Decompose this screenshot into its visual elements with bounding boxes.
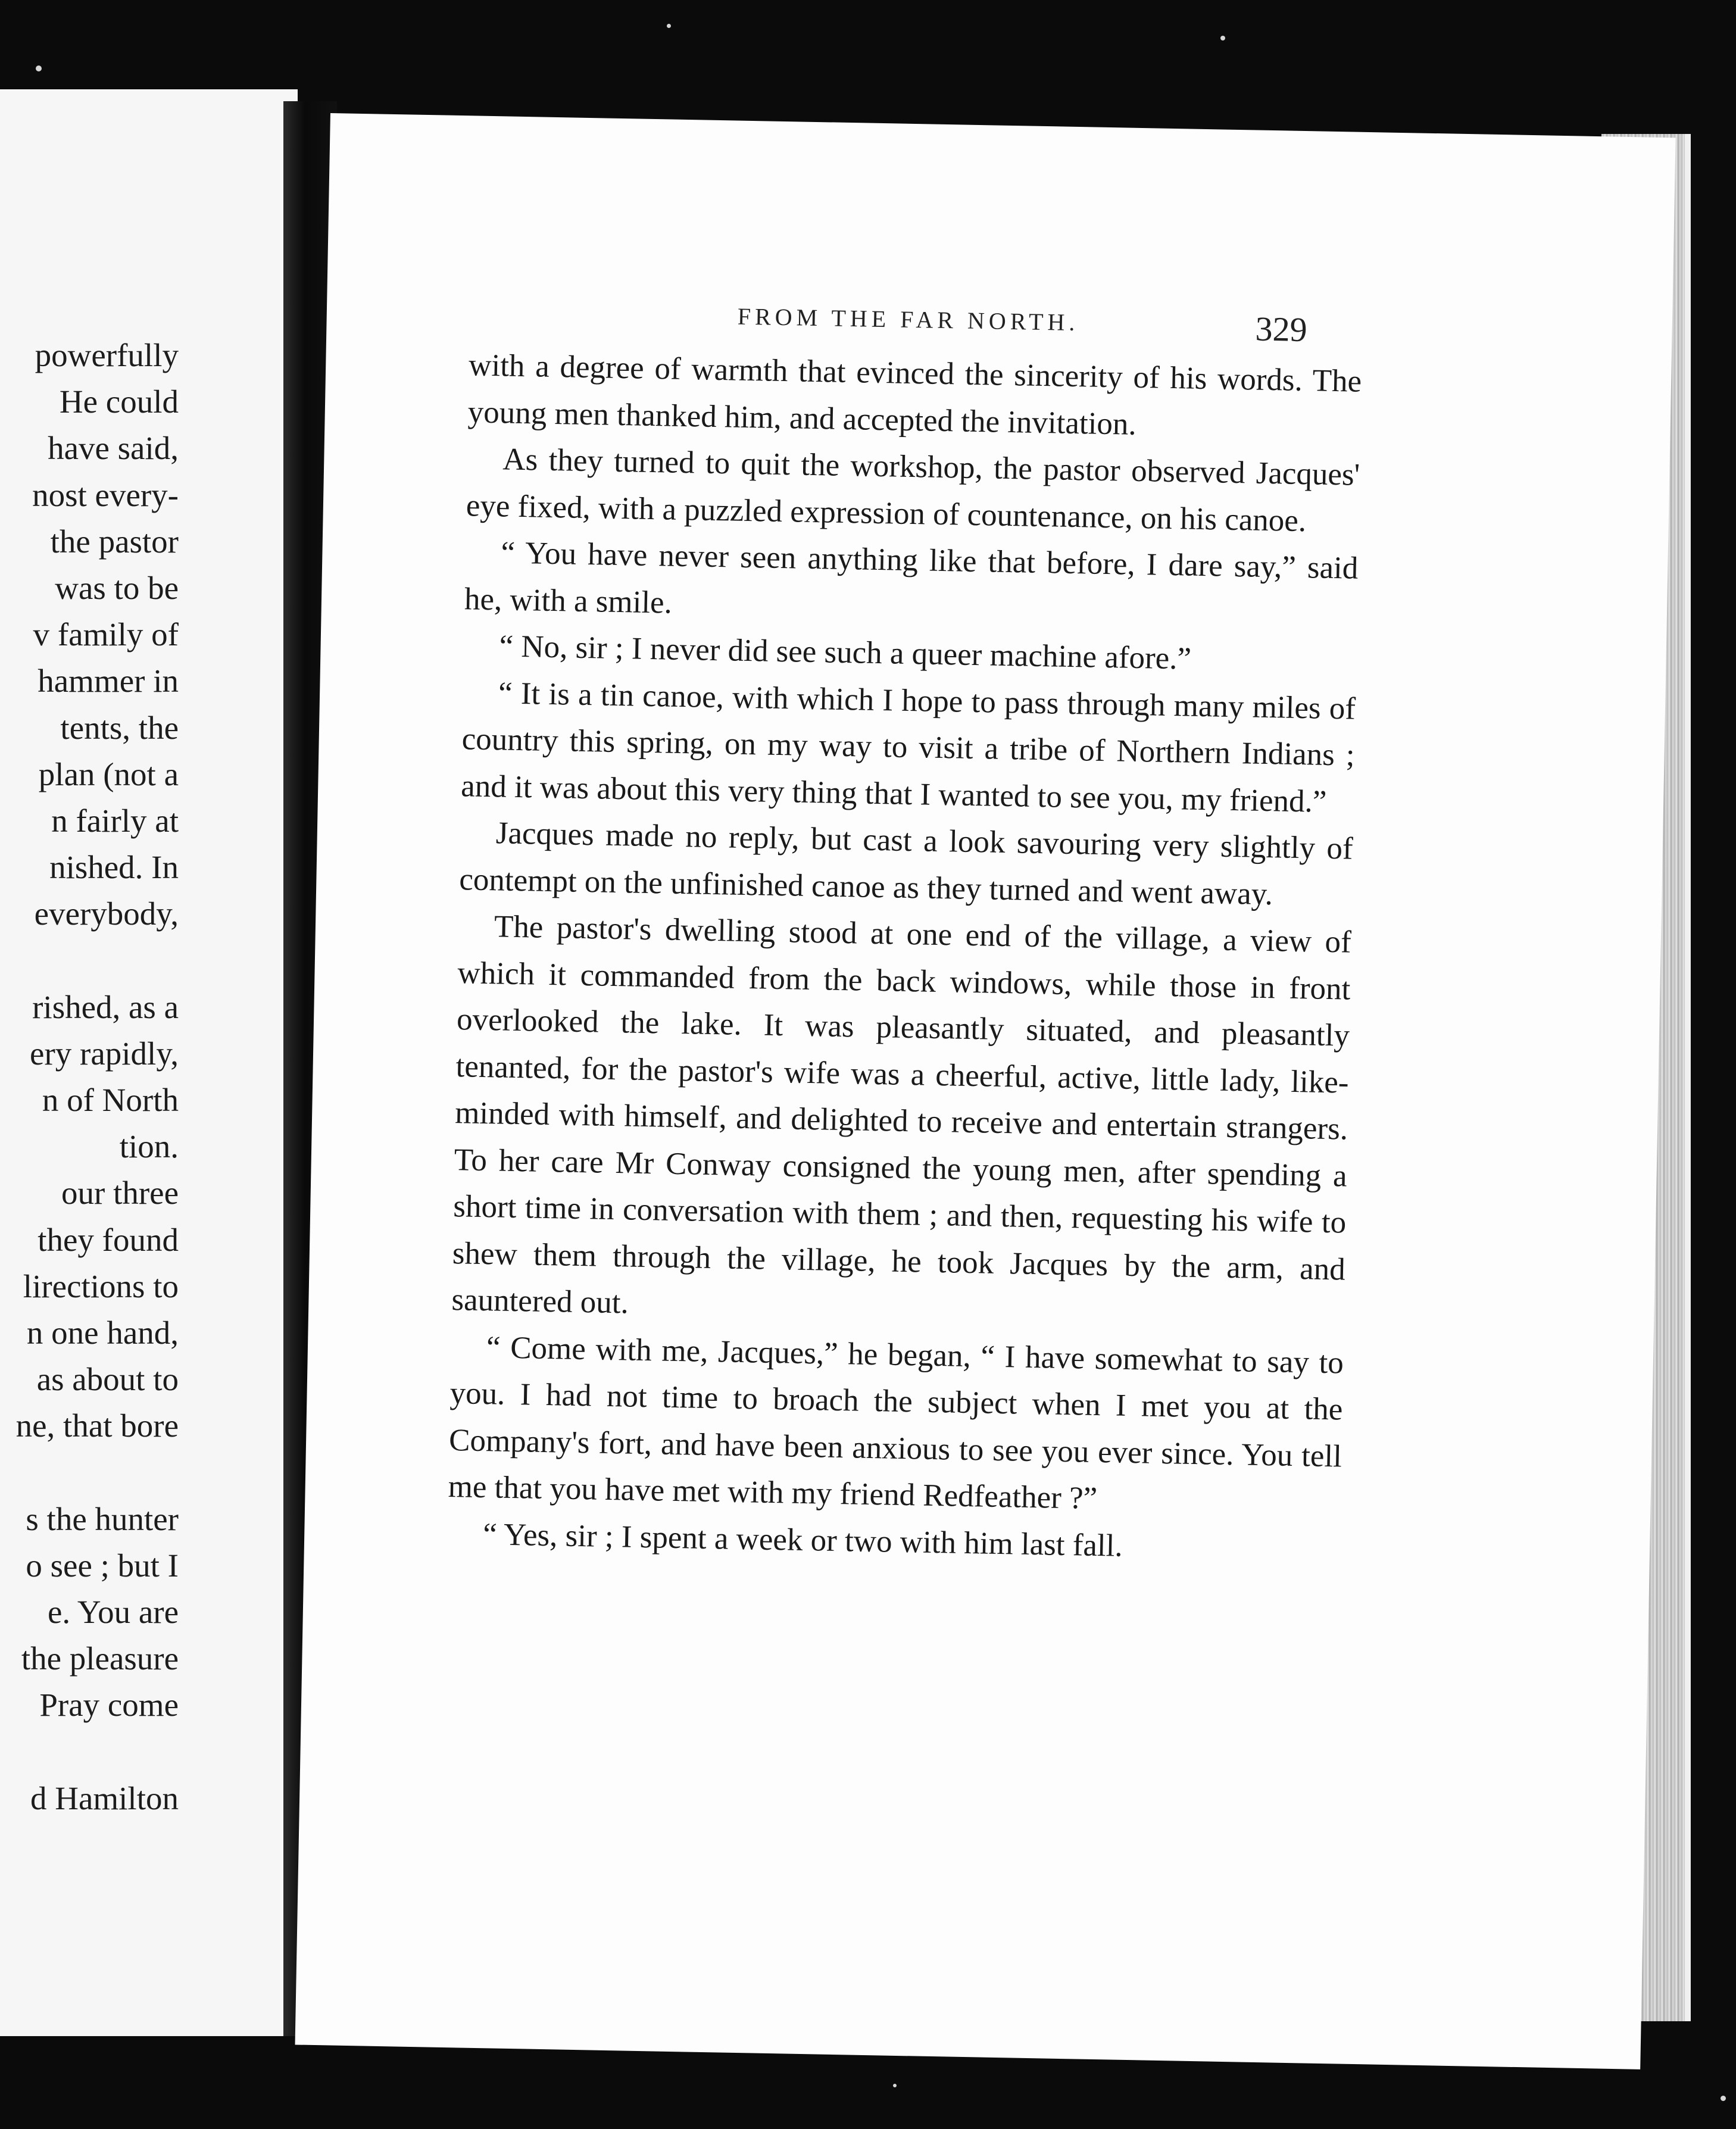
left-page-line: our three	[61, 1175, 179, 1212]
left-page-line: n one hand,	[26, 1314, 179, 1351]
left-page-line: nost every-	[32, 476, 179, 513]
left-page-line: have said,	[48, 430, 179, 467]
left-page-line: tents, the	[60, 709, 179, 746]
left-page-line	[0, 937, 179, 984]
left-page-text	[0, 332, 179, 1822]
left-page-line: everybody,	[34, 895, 179, 932]
paragraph: Jacques made no reply, but cast a look savouring very slightly of contempt on the unfinished canoe as they turned and went away.	[458, 816, 1354, 911]
paragraph: The pastor's dwelling stood at one end of the village, a view of which it commanded from the back windows, while those in front overlooked the lake. It was pleasantly situated, and pleasantly tenanted, for the pastor's wife was a cheerful, active, little lady, like-minded with himself, and delighted to receive and entertain strangers. To her care Mr Conway consigned the young men, after spending a short time in conversation with them ; and then, requesting his wife to shew them through the village, he took Jacques by the arm, and sauntered out.	[451, 909, 1352, 1321]
left-page-line: n of North	[42, 1082, 179, 1118]
left-page-line: v family of	[33, 616, 179, 653]
left-page-line: was to be	[55, 569, 179, 606]
left-page	[0, 89, 298, 2036]
left-page-line: d Hamilton	[30, 1780, 179, 1816]
paragraph: “ It is a tin canoe, with which I hope to pass through many miles of country this spring, on my way to visit a tribe of Northern Indians ; and it was about this very thing that I wanted to see you, my friend.”	[460, 675, 1356, 819]
dust-speck	[36, 65, 42, 71]
right-page	[295, 113, 1676, 2069]
left-page-line: hammer in	[38, 663, 179, 700]
dust-speck	[1220, 36, 1225, 40]
left-page-line: He could	[59, 383, 179, 420]
left-page-line: powerfully	[35, 337, 179, 373]
left-page-line: s the hunter	[26, 1500, 179, 1537]
dust-speck	[667, 24, 671, 28]
dust-speck	[893, 2084, 897, 2087]
paragraph: “ Yes, sir ; I spent a week or two with him last fall.	[482, 1516, 1123, 1563]
left-page-line: ery rapidly,	[30, 1035, 179, 1072]
left-page-line: the pleasure	[21, 1640, 179, 1677]
left-page-line: tion.	[119, 1128, 179, 1165]
left-page-line	[0, 1729, 179, 1775]
paragraph: with a degree of warmth that evinced the sincerity of his words. The young men thanked him, and accepted the invitation.	[467, 348, 1362, 442]
left-page-line: the pastor	[50, 523, 179, 560]
page-number: 329	[1255, 309, 1308, 349]
left-page-line: they found	[38, 1221, 179, 1258]
body-text	[447, 342, 1362, 1573]
paragraph: “ You have never seen anything like that before, I dare say,” said he, with a smile.	[464, 535, 1359, 620]
left-page-line	[0, 1450, 179, 1496]
paragraph: “ No, sir ; I never did see such a queer machine afore.”	[499, 629, 1192, 676]
left-page-line: e. You are	[48, 1594, 179, 1631]
running-header-title: FROM THE FAR NORTH.	[737, 302, 1079, 336]
paragraph: As they turned to quit the workshop, the pastor observed Jacques' eye fixed, with a puzzled expression of countenance, on his canoe.	[466, 442, 1360, 538]
left-page-line: lirections to	[23, 1268, 179, 1304]
left-page-line: nished. In	[49, 849, 179, 886]
paragraph: “ Come with me, Jacques,” he began, “ I have somewhat to say to you. I had not time to broach the subject when I met you at the Company's fort, and have been anxious to see you ever since. You tell me that you have met with my friend Redfeather ?”	[448, 1329, 1344, 1516]
left-page-line: rished, as a	[32, 988, 179, 1025]
left-page-line: Pray come	[39, 1687, 179, 1724]
left-page-line: plan (not a	[38, 756, 179, 792]
left-page-line: as about to	[36, 1361, 179, 1398]
left-page-line: ne, that bore	[15, 1407, 179, 1444]
left-page-line: o see ; but I	[26, 1547, 179, 1584]
dust-speck	[1721, 2096, 1726, 2101]
left-page-line: n fairly at	[51, 802, 179, 839]
